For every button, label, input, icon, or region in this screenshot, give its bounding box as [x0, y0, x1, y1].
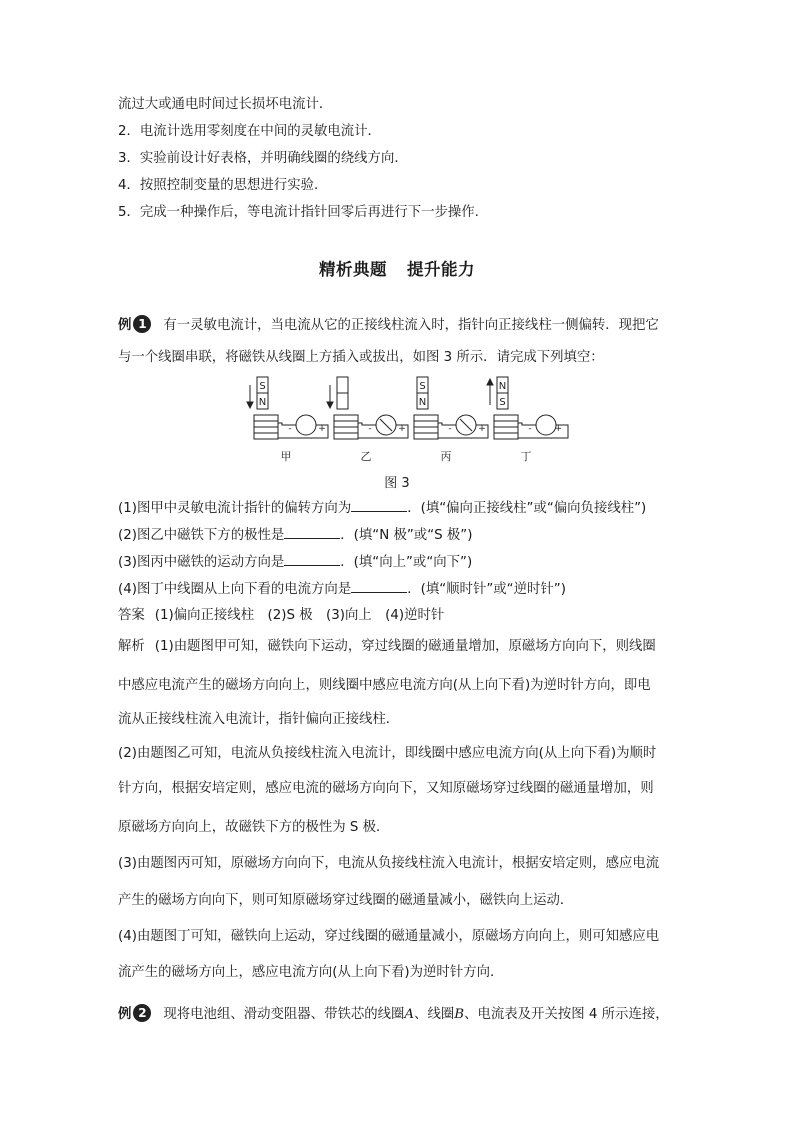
analysis-line-5: 针方向，根据安培定则，感应电流的磁场方向向下，又知原磁场穿过线圈的磁通量增加，则: [118, 781, 654, 796]
example2-text-a: 现将电池组、滑动变阻器、带铁芯的线圈: [163, 1007, 405, 1022]
section-heading-part2: 提升能力: [407, 260, 475, 279]
svg-text:+: +: [398, 424, 406, 434]
galvanometer-needle: [380, 419, 392, 431]
panel-label: 乙: [360, 450, 372, 463]
arrowhead-icon: [247, 402, 253, 408]
question-hint: ．(填“向上”或“向下”): [340, 555, 473, 570]
intro-line-2: 2．电流计选用零刻度在中间的灵敏电流计．: [118, 124, 381, 139]
question-hint: ．(填“偏向正接线柱”或“偏向负接线柱”): [407, 501, 647, 516]
analysis-label: 解析: [118, 639, 145, 654]
example-number-badge: 1: [133, 315, 151, 333]
coil-windings: [494, 415, 518, 439]
analysis-line-6: 原磁场方向向上，故磁铁下方的极性为 S 极．: [118, 820, 390, 835]
analysis-line-10: 流产生的磁场方向上，感应电流方向(从上向下看)为逆时针方向．: [118, 965, 504, 980]
intro-line-5: 5．完成一种操作后，等电流计指针回零后再进行下一步操作.: [118, 205, 479, 220]
coil-windings: [414, 415, 438, 439]
galvanometer-needle: [460, 419, 472, 431]
svg-text:+: +: [554, 424, 562, 434]
section-heading: [0, 259, 794, 281]
question-hint: ．(填“顺时针”或“逆时针”): [407, 582, 566, 597]
question-1: [118, 499, 646, 518]
answer-line: [118, 607, 444, 625]
svg-text:-: -: [368, 424, 372, 434]
question-text: (4)图丁中线圈从上向下看的电流方向是: [118, 582, 352, 597]
intro-line-1: 流过大或通电时间过长损坏电流计．: [118, 97, 333, 112]
analysis-line-9: (4)由题图丁可知，磁铁向上运动，穿过线圈的磁通量减小，原磁场方向向上，则可知感应电: [118, 929, 660, 944]
analysis-line-7: (3)由题图丙可知，原磁场方向向下，电流从负接线柱流入电流计，根据安培定则，感应电流: [118, 856, 660, 871]
example-label: 例: [118, 318, 132, 333]
svg-text:+: +: [478, 424, 486, 434]
analysis-line-8: 产生的磁场方向向下，则可知原磁场穿过线圈的磁通量减小，磁铁向上运动．: [118, 893, 574, 908]
analysis-line-1: [118, 638, 656, 656]
magnet-top-box: [337, 377, 348, 393]
variable-b: B: [454, 1007, 465, 1022]
answer-blank: [351, 499, 407, 512]
magnet-pole-label: N: [418, 397, 427, 408]
figure-caption: 图 3: [384, 476, 410, 491]
intro-line-4: 4．按照控制变量的思想进行实验．: [118, 178, 328, 193]
svg-text:-: -: [288, 424, 292, 434]
answer-blank: [284, 553, 340, 566]
analysis-line-2: 中感应电流产生的磁场方向向上，则线圈中感应电流方向(从上向下看)为逆时针方向，即电: [118, 678, 651, 693]
question-hint: ．(填“N 极”或“S 极”): [340, 528, 473, 543]
question-2: [118, 526, 472, 545]
intro-line-3: 3．实验前设计好表格，并明确线圈的绕线方向．: [118, 151, 408, 166]
analysis-line-4: (2)由题图乙可知，电流从负接线柱流入电流计，即线圈中感应电流方向(从上向下看)为顺时: [118, 746, 657, 761]
question-text: (1)图甲中灵敏电流计指针的偏转方向为: [118, 501, 352, 516]
coil-windings: [254, 415, 278, 439]
section-heading-part1: 精析典题: [319, 260, 387, 279]
answer-blank: [351, 580, 407, 593]
magnet-bottom-box: [337, 393, 348, 409]
magnet-pole-label: S: [419, 381, 426, 392]
svg-text:-: -: [448, 424, 452, 434]
magnet-pole-label: S: [499, 397, 506, 408]
question-4: [118, 580, 566, 599]
magnet-pole-label: S: [259, 381, 266, 392]
question-text: (2)图乙中磁铁下方的极性是: [118, 528, 285, 543]
example-number-badge: 2: [133, 1004, 151, 1022]
example1-text-line2: 与一个线圈串联，将磁铁从线圈上方插入或拔出，如图 3 所示．请完成下列填空：: [118, 350, 604, 365]
arrowhead-icon: [487, 379, 493, 385]
magnet-pole-label: N: [258, 397, 267, 408]
example1-line1: [118, 313, 659, 333]
panel-label: 丙: [440, 450, 452, 463]
galvanometer-icon: [296, 415, 316, 435]
question-3: [118, 553, 472, 572]
example2-text-b: 、线圈: [414, 1007, 455, 1022]
question-text: (3)图丙中磁铁的运动方向是: [118, 555, 285, 570]
answer-text: (1)偏向正接线柱 (2)S 极 (3)向上 (4)逆时针: [154, 608, 445, 623]
coil-windings: [334, 415, 358, 439]
panel-label: 丁: [520, 450, 532, 463]
arrowhead-icon: [327, 402, 333, 408]
magnet-pole-label: N: [498, 381, 507, 392]
answer-label: 答案: [118, 608, 145, 623]
example2-line1: [118, 1002, 669, 1022]
example1-text-line1: 有一灵敏电流计，当电流从它的正接线柱流入时，指针向正接线柱一侧偏转．现把它: [163, 318, 659, 333]
example2-text: [163, 1007, 668, 1022]
svg-text:+: +: [318, 424, 326, 434]
analysis-text: (1)由题图甲可知，磁铁向下运动，穿过线圈的磁通量增加，原磁场方向向下，则线圈: [154, 639, 656, 654]
galvanometer-icon: [536, 415, 556, 435]
example-label: 例: [118, 1007, 132, 1022]
analysis-line-3: 流从正接线柱流入电流计，指针偏向正接线柱．: [118, 712, 400, 727]
variable-a: A: [404, 1007, 415, 1022]
figure-3-diagram: [240, 373, 560, 465]
svg-text:-: -: [528, 424, 532, 434]
example2-text-c: 、电流表及开关按图 4 所示连接，: [464, 1007, 669, 1022]
panel-label: 甲: [280, 450, 292, 463]
answer-blank: [284, 526, 340, 539]
